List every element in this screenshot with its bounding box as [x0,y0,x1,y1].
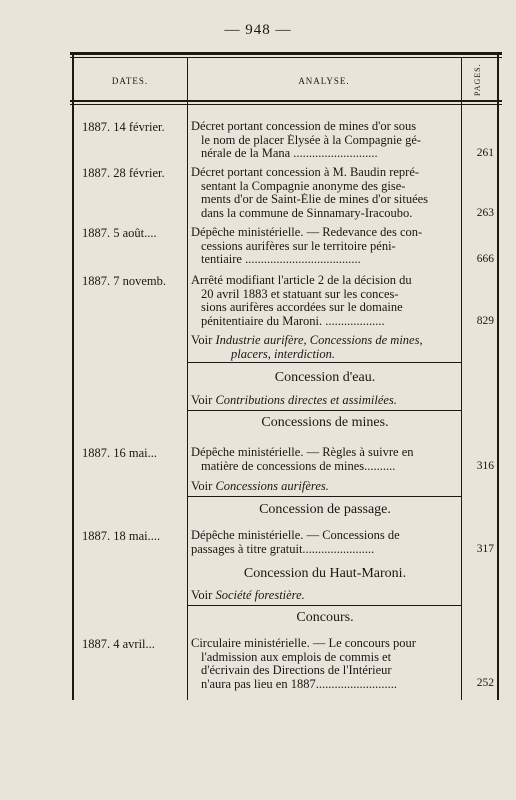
header-bottom-rule-thin [70,104,502,105]
entry-text [191,529,459,556]
entry-page: 263 [476,207,494,219]
entry-line: tentiaire ..................................... [201,253,361,266]
see-also-word: Voir [191,588,213,602]
see-also [191,394,459,408]
see-also-ref: Industrie aurifère, Concessions de mines, [215,333,423,347]
entry-line: pénitentiaire du Maroni. ................... [201,314,385,328]
entry-line: sions aurifères accordées sur le domaine [201,301,403,314]
entry-date: 1887. 28 février. [82,166,165,180]
see-also-ref: Concessions aurifères. [215,479,329,493]
see-also [191,480,459,494]
entry-line: d'écrivain des Directions de l'Intérieur [201,664,392,677]
see-also-ref: Contributions directes et assimilées. [215,393,397,407]
entry-line: 20 avril 1883 et statuant sur les conces- [201,287,399,301]
entry-text [191,274,459,328]
entry-page: 666 [476,253,494,265]
separator-rule [188,362,461,363]
entry-line: passages à titre gratuit....................... [191,542,375,556]
right-border-rule [497,55,499,700]
see-also-word: Voir [191,393,213,407]
entry-line: l'admission aux emplois de commis et [201,650,392,664]
separator-rule [188,410,461,411]
see-also-ref: placers, interdiction. [231,346,336,361]
analyse-header: ANALYSE. [298,76,350,86]
entry-text [191,120,459,161]
separator-rule [188,605,461,606]
header-bottom-rule [70,100,502,102]
entry-line: le nom de placer Élysée à la Compagnie gé- [201,133,422,147]
entry-line: Circulaire ministérielle. — Le concours pour [191,637,416,650]
entry-line: nérale de la Mana ........................... [201,147,378,160]
left-border-rule [72,55,74,700]
section-heading: Concession de passage. [259,502,391,517]
entry-line: Décret portant concession de mines d'or sous [191,120,417,133]
entry-date: 1887. 5 août.... [82,226,157,240]
section-heading: Concession d'eau. [274,370,376,385]
entry-line: sentant la Compagnie anonyme des gise- [201,179,406,193]
entry-text [191,226,459,267]
top-rule-thick [70,52,502,55]
entry-date: 1887. 16 mai... [82,446,157,460]
pages-column-rule [461,58,462,700]
entry-line: n'aura pas lieu en 1887.......................... [201,677,397,691]
see-also-ref: Société forestière. [215,588,305,602]
date-column-rule [187,58,188,700]
entry-line: Dépêche ministérielle. — Concessions de [191,529,400,542]
entry-line: dans la commune de Sinnamary-Iracoubo. [201,206,413,220]
entry-text [191,166,459,220]
entry-page: 317 [476,543,494,555]
see-also-word: Voir [191,479,213,493]
entry-date: 1887. 4 avril... [82,637,155,651]
entry-page: 261 [476,147,494,159]
section-heading: Concessions de mines. [261,415,389,430]
see-also [191,589,459,603]
entry-date: 1887. 18 mai.... [82,529,161,543]
pages-header: PAGES. [473,63,482,96]
see-also-word: Voir [191,333,213,347]
entry-line: ments d'or de Saint-Élie de mines d'or situées [201,193,429,206]
entry-date: 1887. 7 novemb. [82,274,167,288]
entry-page: 829 [476,315,494,327]
entry-line: Dépêche ministérielle. — Règles à suivre en [191,446,414,459]
page-number: — 948 — [224,22,292,38]
entry-page: 316 [476,460,494,472]
entry-date: 1887. 14 février. [82,120,165,134]
dates-header: DATES. [111,76,149,86]
section-heading: Concession du Haut-Maroni. [243,566,407,581]
top-rule-thin [70,57,502,58]
entry-line: Décret portant concession à M. Baudin repré- [191,166,420,179]
see-also [191,334,459,361]
entry-line: matière de concessions de mines.......... [201,459,396,473]
section-heading: Concours. [296,610,354,625]
separator-rule [188,496,461,497]
entry-text [191,446,459,473]
entry-text [191,637,459,691]
entry-page: 252 [476,677,494,689]
entry-line: Arrêté modifiant l'article 2 de la décision du [191,274,412,287]
entry-line: Dépêche ministérielle. — Redevance des con- [191,226,423,239]
entry-line: cessions aurifères sur le territoire péni- [201,239,396,253]
